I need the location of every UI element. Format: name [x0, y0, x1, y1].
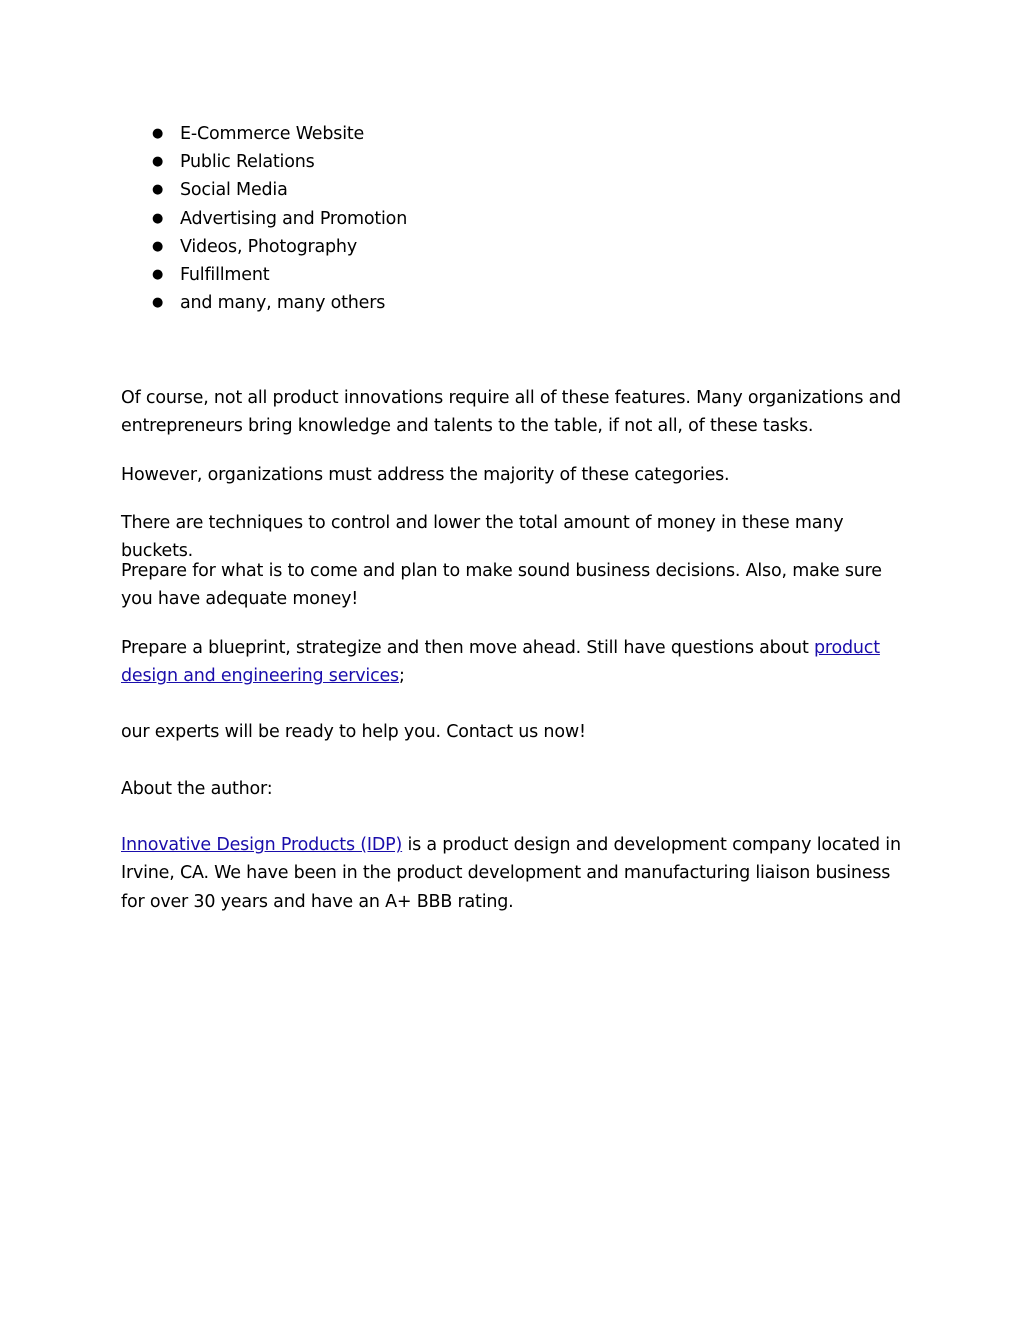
blueprint-text: Prepare a blueprint, strategize and then move ahead. Still have questions about: [121, 638, 814, 658]
list-item-text: Videos, Photography: [180, 236, 357, 257]
list-item-text: Public Relations: [180, 152, 315, 173]
list-item: [152, 148, 407, 176]
product-design-link[interactable]: product design and engineering services: [121, 638, 880, 687]
list-item: [152, 205, 407, 233]
paragraph-contact: our experts will be ready to help you. Contact us now!: [121, 722, 586, 742]
paragraph-author: [121, 831, 911, 916]
paragraph-prepare: Prepare for what is to come and plan to make sound business decisions. Also, make sure you have adequate money!: [121, 561, 882, 610]
bullet-icon: ●: [152, 182, 164, 198]
list-item-text: and many, many others: [180, 293, 386, 314]
list-item: [152, 233, 407, 261]
paragraph-blueprint: [121, 634, 911, 691]
bullet-icon: ●: [152, 210, 164, 226]
bullet-icon: ●: [152, 154, 164, 170]
list-item: [152, 120, 407, 148]
author-text: is a product design and development company located in Irvine, CA. We have been in the product development and manufacturing liaison business for over 30 years and have an A+ BBB rating.: [121, 835, 901, 912]
paragraph-techniques: There are techniques to control and lower the total amount of money in these many buckets.: [121, 513, 844, 562]
paragraph-features: Of course, not all product innovations require all of these features. Many organizations and entrepreneurs bring knowledge and talents to the table, if not all, of these tasks.: [121, 388, 901, 437]
list-item-text: E-Commerce Website: [180, 124, 365, 144]
list-item: [152, 289, 407, 317]
bullet-icon: ●: [152, 238, 164, 254]
bullet-icon: ●: [152, 295, 164, 311]
list-item: [152, 176, 407, 204]
bullet-icon: ●: [152, 126, 164, 141]
list-item: [152, 261, 407, 289]
list-item-text: Fulfillment: [180, 264, 270, 285]
blueprint-semicolon: ;: [398, 666, 405, 687]
list-item-text: Social Media: [180, 180, 288, 201]
list-item-text: Advertising and Promotion: [180, 208, 408, 229]
about-author-heading: About the author:: [121, 779, 273, 799]
idp-link[interactable]: Innovative Design Products (IDP): [121, 835, 403, 855]
services-list: [152, 120, 407, 317]
bullet-icon: ●: [152, 266, 164, 282]
paragraph-categories: However, organizations must address the majority of these categories.: [121, 465, 730, 485]
